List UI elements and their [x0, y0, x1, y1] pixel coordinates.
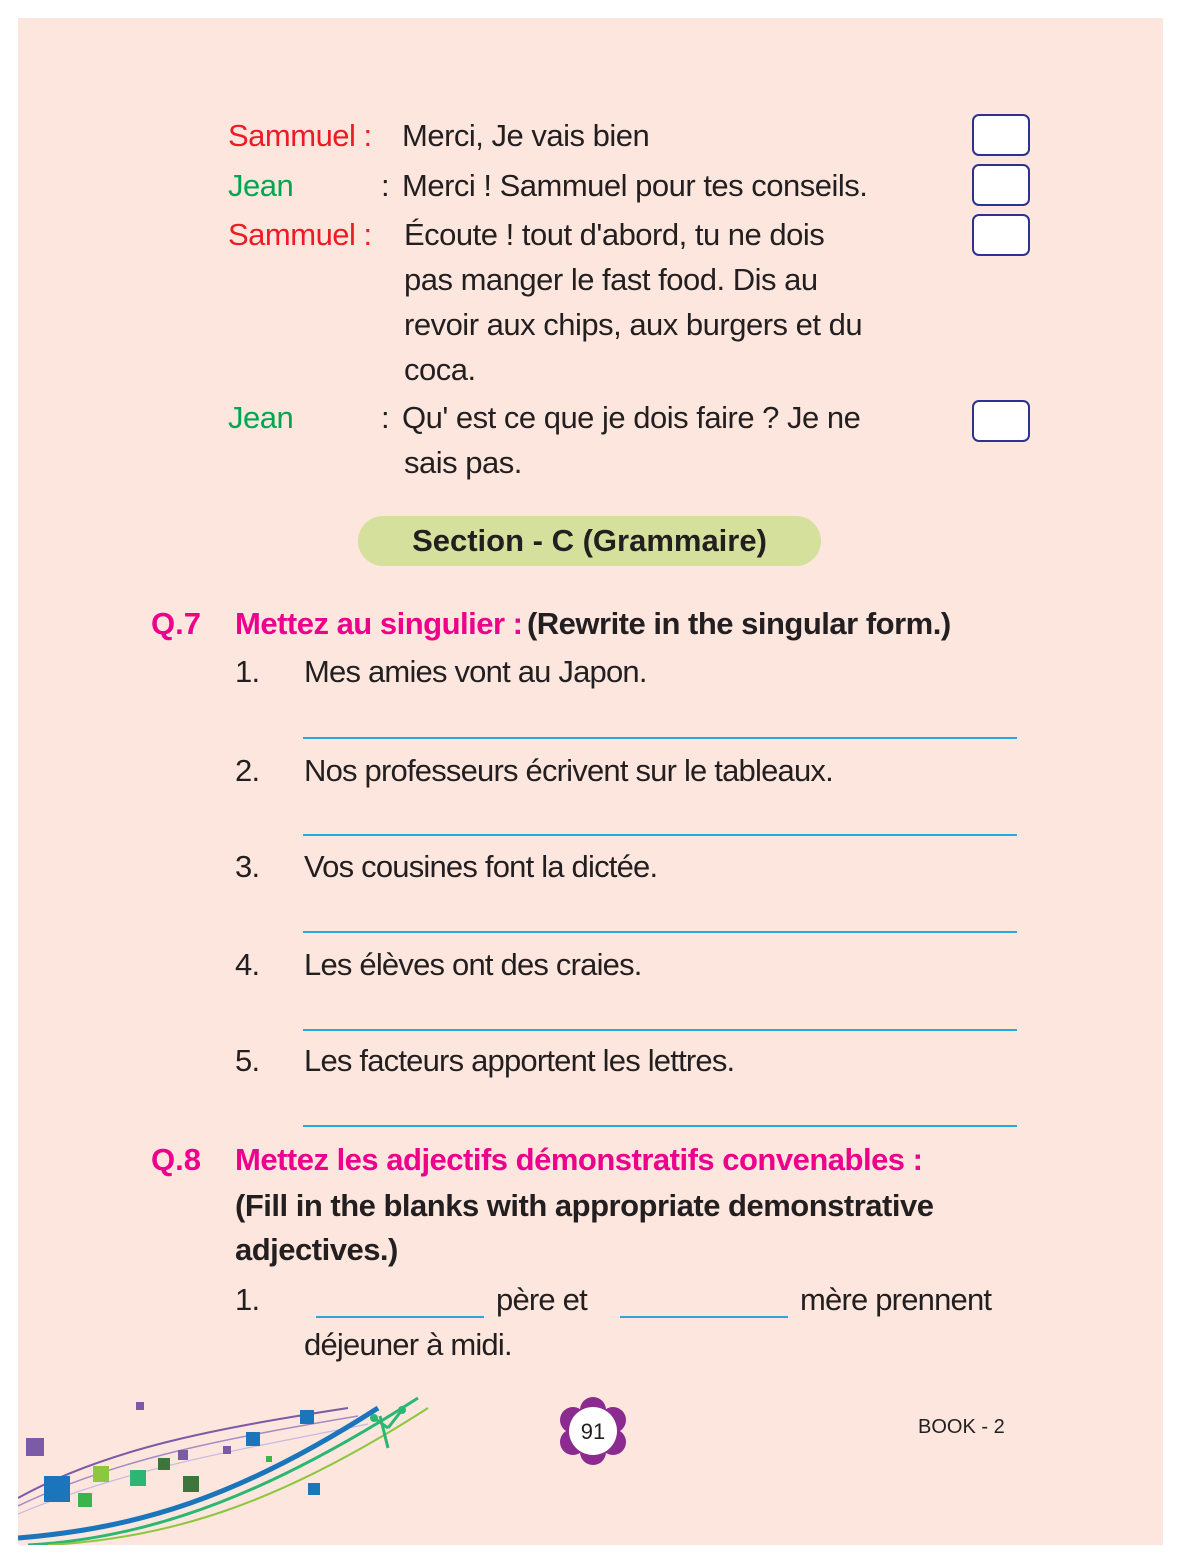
section-title-pill: Section - C (Grammaire)	[358, 516, 821, 566]
q8-blank-1[interactable]	[316, 1316, 484, 1318]
q7-title: Mettez au singulier :	[235, 606, 523, 641]
speaker-jean-2: Jean	[228, 400, 294, 435]
q7-number: Q.7	[151, 606, 201, 641]
q7-answer-line-3[interactable]	[303, 931, 1017, 933]
answer-box-4[interactable]	[972, 400, 1030, 442]
q7-item-2-number: 2.	[235, 753, 260, 788]
q8-item-1-part1: père et	[496, 1282, 587, 1317]
page-number: 91	[580, 1419, 606, 1444]
q8-item-1-line2: déjeuner à midi.	[304, 1327, 512, 1362]
page-number-flower-badge	[558, 1396, 628, 1466]
q7-item-3-text: Vos cousines font la dictée.	[304, 849, 658, 884]
q8-item-1-part2: mère prennent	[800, 1282, 992, 1317]
speaker-colon: :	[381, 168, 390, 203]
q7-item-2-text: Nos professeurs écrivent sur le tableaux.	[304, 753, 833, 788]
q7-item-4-text: Les élèves ont des craies.	[304, 947, 642, 982]
q8-item-1-number: 1.	[235, 1282, 260, 1317]
q7-item-5-text: Les facteurs apportent les lettres.	[304, 1043, 735, 1078]
dialogue-line-3b: pas manger le fast food. Dis au	[404, 262, 818, 297]
q7-answer-line-4[interactable]	[303, 1029, 1017, 1031]
q7-item-3-number: 3.	[235, 849, 260, 884]
q8-title: Mettez les adjectifs démonstratifs convenables :	[235, 1142, 923, 1177]
q7-answer-line-2[interactable]	[303, 834, 1017, 836]
q8-subtitle-line-1: (Fill in the blanks with appropriate demonstrative	[235, 1188, 934, 1223]
q7-item-1-number: 1.	[235, 654, 260, 689]
dialogue-line-1: Merci, Je vais bien	[402, 118, 650, 153]
q8-number: Q.8	[151, 1142, 201, 1177]
answer-box-2[interactable]	[972, 164, 1030, 206]
speaker-jean-1: Jean	[228, 168, 294, 203]
q7-heading	[235, 606, 951, 642]
q7-item-5-number: 5.	[235, 1043, 260, 1078]
dialogue-line-4a: Qu' est ce que je dois faire ? Je ne	[402, 400, 861, 435]
answer-box-3[interactable]	[972, 214, 1030, 256]
speaker-sammuel-1: Sammuel :	[228, 118, 372, 153]
dialogue-line-3c: revoir aux chips, aux burgers et du	[404, 307, 863, 342]
dialogue-line-3d: coca.	[404, 352, 476, 387]
dialogue-line-3a: Écoute ! tout d'abord, tu ne dois	[404, 217, 825, 252]
worksheet-page	[18, 18, 1163, 1545]
dialogue-line-4b: sais pas.	[404, 445, 522, 480]
speaker-colon: :	[381, 400, 390, 435]
q7-answer-line-5[interactable]	[303, 1125, 1017, 1127]
dialogue-line-2: Merci ! Sammuel pour tes conseils.	[402, 168, 868, 203]
book-label: BOOK - 2	[918, 1416, 1005, 1438]
q7-subtitle: (Rewrite in the singular form.)	[526, 606, 951, 641]
q8-blank-2[interactable]	[620, 1316, 788, 1318]
q8-subtitle-line-2: adjectives.)	[235, 1232, 398, 1267]
q7-answer-line-1[interactable]	[303, 737, 1017, 739]
answer-box-1[interactable]	[972, 114, 1030, 156]
q7-item-4-number: 4.	[235, 947, 260, 982]
q7-item-1-text: Mes amies vont au Japon.	[304, 654, 647, 689]
speaker-sammuel-2: Sammuel :	[228, 217, 372, 252]
footer-decoration-swirl	[18, 1388, 438, 1545]
